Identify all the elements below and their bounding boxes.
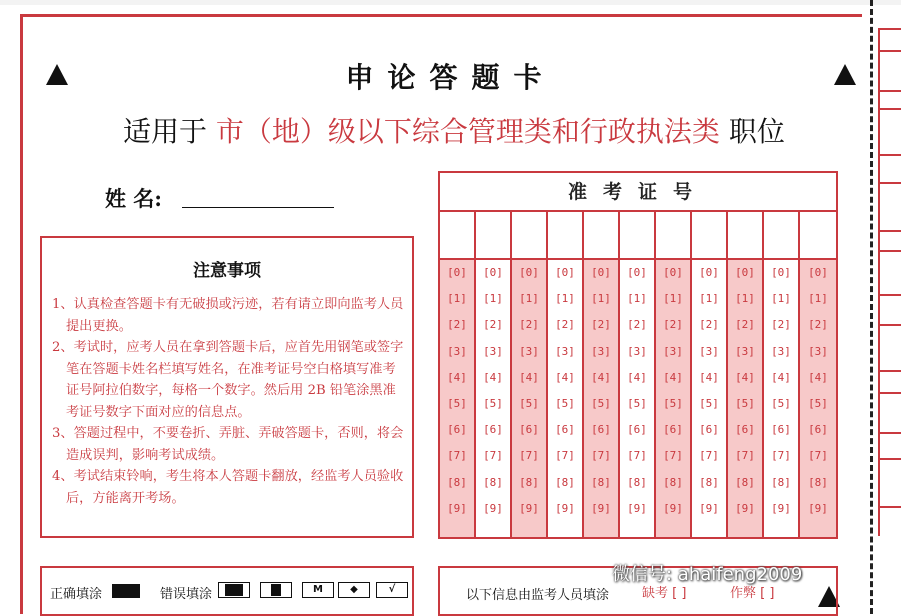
digit-bubble[interactable]: [7] bbox=[663, 449, 683, 463]
digit-bubble[interactable]: [3] bbox=[771, 344, 791, 358]
digit-bubble[interactable]: [7] bbox=[447, 449, 467, 463]
exam-number-digit-input[interactable] bbox=[764, 212, 800, 260]
digit-bubble[interactable]: [6] bbox=[447, 423, 467, 437]
digit-bubble[interactable]: [9] bbox=[591, 501, 611, 515]
digit-bubble[interactable]: [9] bbox=[771, 501, 791, 515]
digit-bubble[interactable]: [8] bbox=[699, 475, 719, 489]
exam-number-column bbox=[440, 212, 476, 537]
notice-heading: 注意事项 bbox=[193, 261, 261, 281]
wrong-fill-sample: √ bbox=[376, 582, 408, 598]
digit-bubble[interactable]: [7] bbox=[591, 449, 611, 463]
watermark: 微信号: ahaifeng2009 bbox=[612, 564, 803, 585]
wrong-fill-label: 错误填涂 bbox=[160, 587, 213, 602]
digit-bubble[interactable]: [6] bbox=[591, 423, 611, 437]
digit-bubble[interactable]: [0] bbox=[591, 266, 611, 279]
digit-bubble[interactable]: [0] bbox=[771, 266, 791, 279]
page-title: 申论答题卡 bbox=[345, 61, 556, 94]
digit-bubble[interactable]: [5] bbox=[771, 396, 791, 410]
digit-bubble[interactable]: [4] bbox=[627, 370, 647, 384]
digit-bubble[interactable]: [9] bbox=[447, 501, 467, 515]
digit-bubble[interactable]: [0] bbox=[519, 266, 539, 279]
digit-bubble[interactable]: [4] bbox=[735, 370, 755, 384]
exam-number-column bbox=[548, 212, 584, 537]
digit-bubble[interactable]: [9] bbox=[808, 501, 828, 515]
digit-bubble[interactable]: [8] bbox=[627, 475, 647, 489]
digit-bubble[interactable]: [6] bbox=[483, 423, 503, 437]
exam-number-box bbox=[438, 171, 838, 539]
fill-guide bbox=[40, 566, 414, 616]
notice-item: 3、答题过程中，不要卷折、弄脏、弄破答题卡，否则，将会造成误判，影响考试成绩。 bbox=[52, 426, 404, 463]
digit-bubble[interactable]: [0] bbox=[627, 266, 647, 279]
exam-number-digit-input[interactable] bbox=[620, 212, 656, 260]
exam-number-columns bbox=[440, 212, 836, 537]
digit-bubble[interactable]: [2] bbox=[699, 318, 719, 332]
digit-bubble[interactable]: [3] bbox=[447, 344, 467, 358]
digit-bubble[interactable]: [0] bbox=[663, 266, 683, 279]
digit-bubble[interactable]: [4] bbox=[808, 370, 828, 384]
digit-bubble[interactable]: [8] bbox=[483, 475, 503, 489]
top-band bbox=[0, 0, 901, 5]
exam-number-digit-input[interactable] bbox=[692, 212, 728, 260]
digit-bubble[interactable]: [7] bbox=[483, 449, 503, 463]
exam-number-digit-input[interactable] bbox=[548, 212, 584, 260]
digit-bubble[interactable]: [4] bbox=[771, 370, 791, 384]
digit-bubble[interactable]: [5] bbox=[735, 396, 755, 410]
digit-bubble[interactable]: [2] bbox=[627, 318, 647, 332]
bubble-column bbox=[476, 260, 512, 537]
exam-number-digit-input[interactable] bbox=[800, 212, 836, 260]
digit-bubble[interactable]: [5] bbox=[555, 396, 575, 410]
digit-bubble[interactable]: [8] bbox=[808, 475, 828, 489]
digit-bubble[interactable]: [9] bbox=[555, 501, 575, 515]
digit-bubble[interactable]: [4] bbox=[699, 370, 719, 384]
exam-number-column bbox=[656, 212, 692, 537]
digit-bubble[interactable]: [3] bbox=[555, 344, 575, 358]
digit-bubble[interactable]: [5] bbox=[483, 396, 503, 410]
digit-bubble[interactable]: [8] bbox=[663, 475, 683, 489]
bubble-column bbox=[584, 260, 620, 537]
proctor-label: 以下信息由监考人员填涂 bbox=[466, 588, 610, 603]
digit-bubble[interactable]: [3] bbox=[627, 344, 647, 358]
digit-bubble[interactable]: [5] bbox=[447, 396, 467, 410]
digit-bubble[interactable]: [2] bbox=[555, 318, 575, 332]
exam-number-digit-input[interactable] bbox=[440, 212, 476, 260]
digit-bubble[interactable]: [2] bbox=[591, 318, 611, 332]
digit-bubble[interactable]: [8] bbox=[555, 475, 575, 489]
bubble-column bbox=[548, 260, 584, 537]
wrong-fill-sample bbox=[218, 582, 250, 598]
wrong-fill-sample bbox=[260, 582, 292, 598]
digit-bubble[interactable]: [7] bbox=[555, 449, 575, 463]
digit-bubble[interactable]: [5] bbox=[808, 396, 828, 410]
wrong-fill-sample: M bbox=[302, 582, 334, 598]
digit-bubble[interactable]: [0] bbox=[483, 266, 503, 279]
digit-bubble[interactable]: [4] bbox=[555, 370, 575, 384]
wrong-fill-sample: ◆ bbox=[338, 582, 370, 598]
digit-bubble[interactable]: [9] bbox=[627, 501, 647, 515]
digit-bubble[interactable]: [2] bbox=[519, 318, 539, 332]
absent-checkbox[interactable]: 缺考 [ ] bbox=[642, 586, 687, 601]
digit-bubble[interactable]: [1] bbox=[447, 292, 467, 306]
digit-bubble[interactable]: [1] bbox=[699, 292, 719, 306]
digit-bubble[interactable]: [5] bbox=[591, 396, 611, 410]
exam-number-digit-input[interactable] bbox=[584, 212, 620, 260]
bubble-column bbox=[656, 260, 692, 537]
digit-bubble[interactable]: [0] bbox=[555, 266, 575, 279]
subtitle-prefix: 适用于 bbox=[123, 115, 208, 148]
digit-bubble[interactable]: [9] bbox=[699, 501, 719, 515]
notice-item: 1、认真检查答题卡有无破损或污迹，若有请立即向监考人员提出更换。 bbox=[52, 297, 404, 334]
digit-bubble[interactable]: [1] bbox=[771, 292, 791, 306]
digit-bubble[interactable]: [6] bbox=[519, 423, 539, 437]
digit-bubble[interactable]: [1] bbox=[663, 292, 683, 306]
name-label: 姓 名: bbox=[105, 186, 163, 211]
digit-bubble[interactable]: [1] bbox=[519, 292, 539, 306]
digit-bubble[interactable]: [2] bbox=[483, 318, 503, 332]
digit-bubble[interactable]: [2] bbox=[808, 318, 828, 332]
digit-bubble[interactable]: [5] bbox=[627, 396, 647, 410]
bubble-column bbox=[764, 260, 800, 537]
digit-bubble[interactable]: [8] bbox=[591, 475, 611, 489]
exam-number-column bbox=[764, 212, 800, 537]
digit-bubble[interactable]: [3] bbox=[699, 344, 719, 358]
exam-number-column bbox=[476, 212, 512, 537]
digit-bubble[interactable]: [9] bbox=[519, 501, 539, 515]
digit-bubble[interactable]: [7] bbox=[771, 449, 791, 463]
digit-bubble[interactable]: [3] bbox=[519, 344, 539, 358]
digit-bubble[interactable]: [4] bbox=[447, 370, 467, 384]
name-field[interactable] bbox=[182, 207, 334, 208]
digit-bubble[interactable]: [6] bbox=[808, 423, 828, 437]
digit-bubble[interactable]: [6] bbox=[771, 423, 791, 437]
digit-bubble[interactable]: [1] bbox=[555, 292, 575, 306]
digit-bubble[interactable]: [8] bbox=[735, 475, 755, 489]
digit-bubble[interactable]: [2] bbox=[663, 318, 683, 332]
digit-bubble[interactable]: [9] bbox=[483, 501, 503, 515]
digit-bubble[interactable]: [3] bbox=[591, 344, 611, 358]
digit-bubble[interactable]: [7] bbox=[519, 449, 539, 463]
exam-number-title: 准考证号 bbox=[440, 173, 836, 212]
digit-bubble[interactable]: [7] bbox=[735, 449, 755, 463]
exam-number-column bbox=[800, 212, 836, 537]
digit-bubble[interactable]: [8] bbox=[447, 475, 467, 489]
digit-bubble[interactable]: [9] bbox=[735, 501, 755, 515]
digit-bubble[interactable]: [4] bbox=[663, 370, 683, 384]
digit-bubble[interactable]: [0] bbox=[808, 266, 828, 279]
digit-bubble[interactable]: [1] bbox=[591, 292, 611, 306]
cheat-checkbox[interactable]: 作弊 [ ] bbox=[730, 586, 775, 601]
exam-number-column bbox=[512, 212, 548, 537]
exam-number-digit-input[interactable] bbox=[728, 212, 764, 260]
exam-number-digit-input[interactable] bbox=[476, 212, 512, 260]
subtitle-category: 市（地）级以下综合管理类和行政执法类 bbox=[215, 115, 720, 148]
digit-bubble[interactable]: [7] bbox=[808, 449, 828, 463]
digit-bubble[interactable]: [6] bbox=[627, 423, 647, 437]
digit-bubble[interactable]: [2] bbox=[771, 318, 791, 332]
digit-bubble[interactable]: [0] bbox=[735, 266, 755, 279]
exam-number-column bbox=[728, 212, 764, 537]
digit-bubble[interactable]: [9] bbox=[663, 501, 683, 515]
exam-number-column bbox=[620, 212, 656, 537]
correct-fill-label: 正确填涂 bbox=[50, 587, 103, 602]
digit-bubble[interactable]: [0] bbox=[699, 266, 719, 279]
digit-bubble[interactable]: [2] bbox=[735, 318, 755, 332]
bubble-column bbox=[512, 260, 548, 537]
bubble-column bbox=[620, 260, 656, 537]
exam-number-column bbox=[584, 212, 620, 537]
digit-bubble[interactable]: [4] bbox=[519, 370, 539, 384]
notice-item: 2、考试时，应考人员在拿到答题卡后，应首先用钢笔或签字笔在答题卡姓名栏填写姓名，在准考证号空白格填写准考证号阿拉伯数字，每格一个数字。然后用 2B 铅笔涂黑准考证号数字下面对应的信息点。 bbox=[52, 340, 404, 420]
digit-bubble[interactable]: [1] bbox=[735, 292, 755, 306]
digit-bubble[interactable]: [6] bbox=[663, 423, 683, 437]
digit-bubble[interactable]: [7] bbox=[699, 449, 719, 463]
digit-bubble[interactable]: [1] bbox=[808, 292, 828, 306]
digit-bubble[interactable]: [5] bbox=[519, 396, 539, 410]
digit-bubble[interactable]: [3] bbox=[483, 344, 503, 358]
digit-bubble[interactable]: [0] bbox=[447, 266, 467, 279]
right-edge-grid bbox=[878, 28, 901, 614]
digit-bubble[interactable]: [6] bbox=[699, 423, 719, 437]
digit-bubble[interactable]: [3] bbox=[663, 344, 683, 358]
correct-fill-sample bbox=[112, 584, 140, 598]
digit-bubble[interactable]: [1] bbox=[483, 292, 503, 306]
digit-bubble[interactable]: [3] bbox=[808, 344, 828, 358]
digit-bubble[interactable]: [1] bbox=[627, 292, 647, 306]
notice-box bbox=[40, 236, 414, 538]
digit-bubble[interactable]: [6] bbox=[555, 423, 575, 437]
subtitle-suffix: 职位 bbox=[728, 115, 785, 148]
subtitle bbox=[123, 110, 785, 150]
bubble-column bbox=[692, 260, 728, 537]
exam-number-column bbox=[692, 212, 728, 537]
digit-bubble[interactable]: [7] bbox=[627, 449, 647, 463]
digit-bubble[interactable]: [8] bbox=[519, 475, 539, 489]
digit-bubble[interactable]: [8] bbox=[771, 475, 791, 489]
digit-bubble[interactable]: [4] bbox=[591, 370, 611, 384]
bubble-column bbox=[728, 260, 764, 537]
exam-number-digit-input[interactable] bbox=[656, 212, 692, 260]
digit-bubble[interactable]: [4] bbox=[483, 370, 503, 384]
notice-item: 4、考试结束铃响，考生将本人答题卡翻放，经监考人员验收后，方能离开考场。 bbox=[52, 469, 404, 506]
digit-bubble[interactable]: [3] bbox=[735, 344, 755, 358]
exam-number-digit-input[interactable] bbox=[512, 212, 548, 260]
bubble-column bbox=[800, 260, 836, 537]
notice-list bbox=[52, 294, 408, 509]
digit-bubble[interactable]: [5] bbox=[663, 396, 683, 410]
bubble-column bbox=[440, 260, 476, 537]
digit-bubble[interactable]: [2] bbox=[447, 318, 467, 332]
digit-bubble[interactable]: [5] bbox=[699, 396, 719, 410]
digit-bubble[interactable]: [6] bbox=[735, 423, 755, 437]
